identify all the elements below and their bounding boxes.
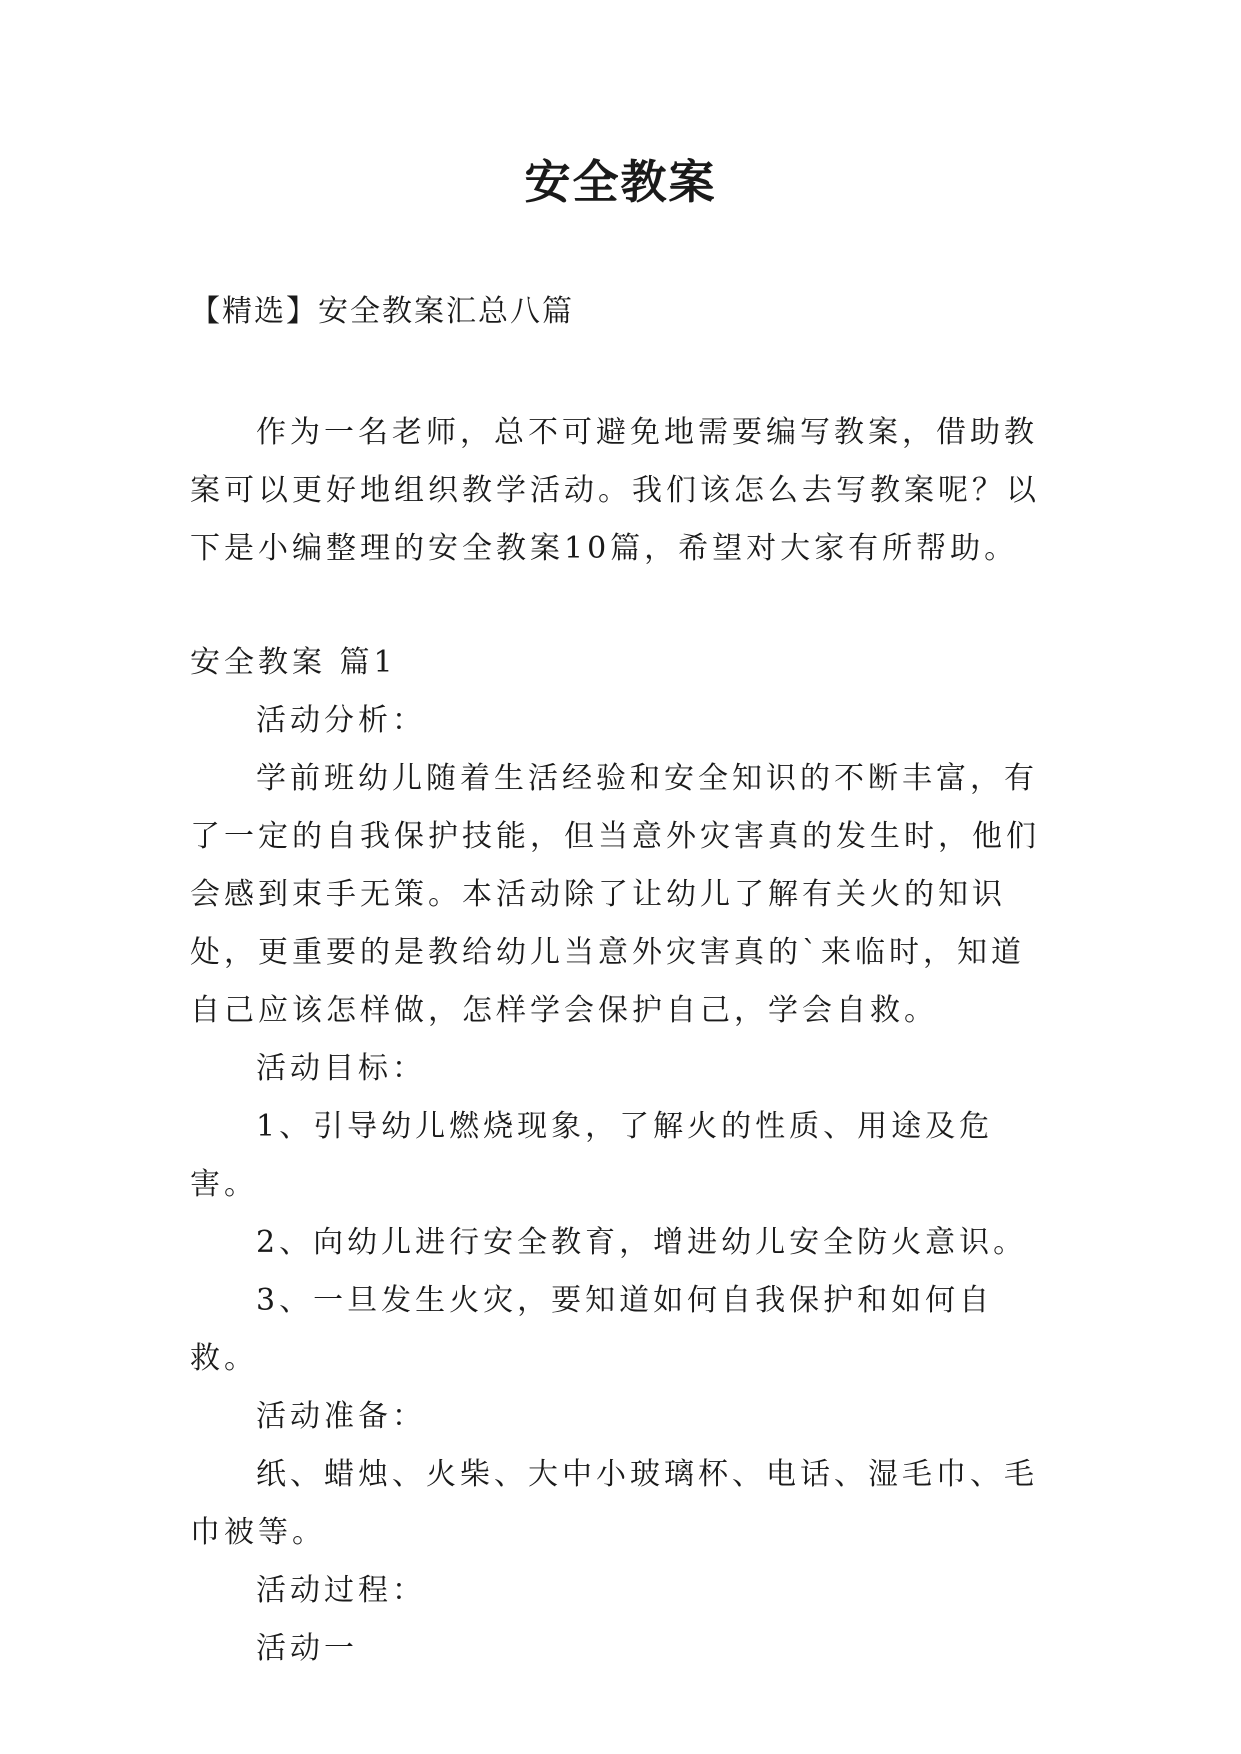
paragraph-goal-3: 3、一旦发生火灾，要知道如何自我保护和如何自救。: [190, 1283, 994, 1376]
document-title: 安全教案: [524, 155, 717, 209]
paragraph-preparation: 纸、蜡烛、火柴、大中小玻璃杯、电话、湿毛巾、毛巾被等。: [190, 1457, 1038, 1550]
paragraph-preparation-label: 活动准备：: [256, 1399, 426, 1434]
intro-paragraph: 作为一名老师，总不可避免地需要编写教案，借助教案可以更好地组织教学活动。我们该怎么去写教案呢？以下是小编整理的安全教案10篇，希望对大家有所帮助。: [190, 415, 1040, 566]
document-body: [190, 404, 1055, 1678]
paragraph-activity-one: 活动一: [256, 1631, 358, 1666]
section-heading: 安全教案 篇1: [190, 645, 397, 680]
paragraph-activity-analysis-label: 活动分析：: [256, 703, 426, 738]
paragraph-activity-goals-label: 活动目标：: [256, 1051, 426, 1086]
paragraph-goal-2: 2、向幼儿进行安全教育，增进幼儿安全防火意识。: [256, 1225, 1028, 1260]
paragraph-process-label: 活动过程：: [256, 1573, 426, 1608]
paragraph-goal-1: 1、引导幼儿燃烧现象，了解火的性质、用途及危害。: [190, 1109, 994, 1202]
document-subtitle: 【精选】安全教案汇总八篇: [190, 294, 574, 329]
paragraph-activity-analysis: 学前班幼儿随着生活经验和安全知识的不断丰富，有了一定的自我保护技能，但当意外灾害真的发生时，他们会感到束手无策。本活动除了让幼儿了解有关火的知识处，更重要的是教给幼儿当意外灾害真的`来临时，知道自己应该怎样做，怎样学会保护自己，学会自救。: [190, 761, 1040, 1028]
